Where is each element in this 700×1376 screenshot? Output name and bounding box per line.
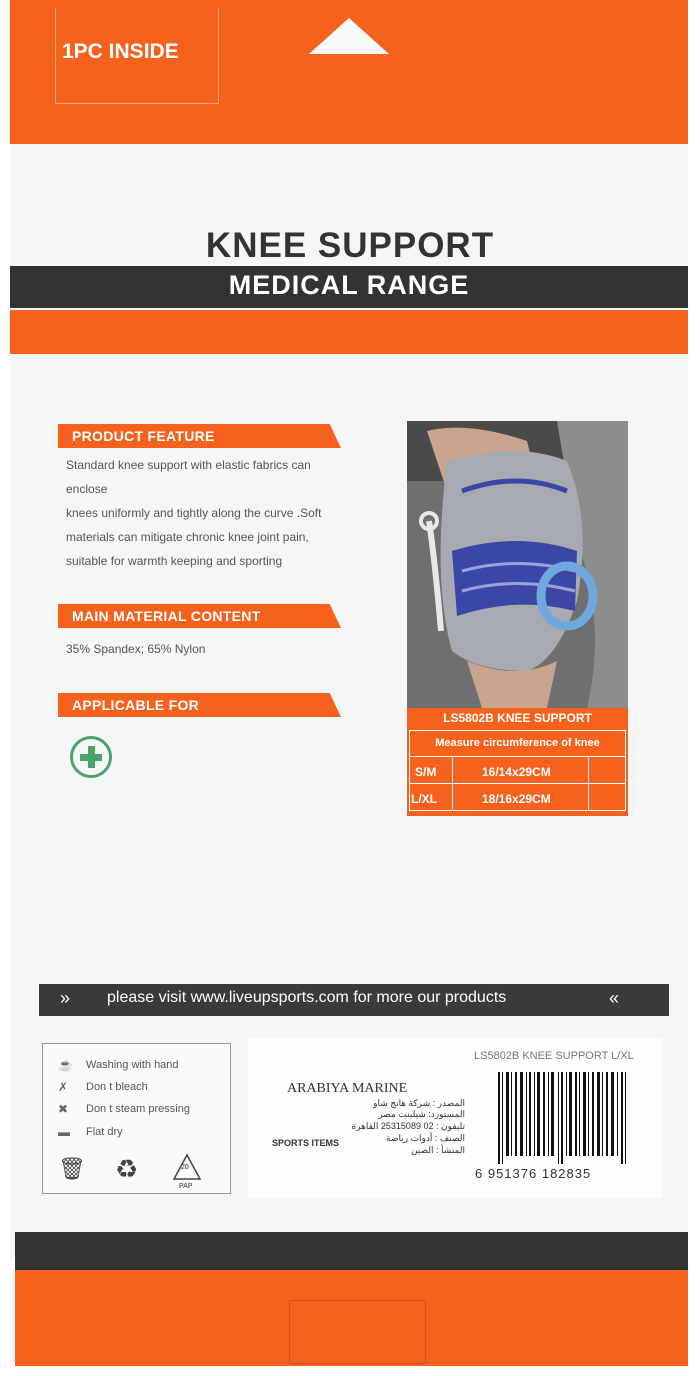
- product-photo: [407, 421, 628, 708]
- care-item: Washing with hand: [86, 1059, 179, 1071]
- care-item: Don t bleach: [86, 1081, 148, 1093]
- care-item: Flat dry: [86, 1126, 123, 1138]
- page-subtitle: MEDICAL RANGE: [228, 270, 470, 300]
- sku-line: LS5802B KNEE SUPPORT L/XL: [474, 1050, 634, 1062]
- size-divider: [588, 784, 589, 811]
- arabic-line: المستورد: شيلينت مصر: [378, 1109, 465, 1119]
- size-value: 18/16x29CM: [482, 792, 551, 806]
- hand-wash-icon: ☕: [58, 1058, 73, 1072]
- hang-hole: [309, 18, 389, 54]
- recycle-icon: ♻: [115, 1154, 139, 1184]
- size-label: L/XL: [411, 792, 437, 806]
- material-text: 35% Spandex; 65% Nylon: [66, 642, 206, 656]
- feature-line: materials can mitigate chronic knee joint pain,: [66, 530, 309, 544]
- arabic-line: المصدر : شركة هانج شاو: [373, 1098, 465, 1108]
- arabic-line: المنشأ : الصين: [410, 1145, 465, 1155]
- feature-line: knees uniformly and tightly along the curve .Soft: [66, 506, 322, 520]
- chevrons-left-icon: «: [609, 988, 620, 1008]
- knee-brace-illustration: [407, 421, 628, 708]
- applicable-heading: APPLICABLE FOR: [72, 697, 200, 713]
- medical-cross-icon: [70, 736, 112, 778]
- size-divider: [588, 757, 589, 784]
- bottom-dark-stripe: [15, 1232, 688, 1270]
- size-table-title: LS5802B KNEE SUPPORT: [443, 711, 592, 725]
- feature-heading: PRODUCT FEATURE: [72, 428, 215, 444]
- sports-items: SPORTS ITEMS: [272, 1138, 340, 1148]
- visit-text: please visit www.liveupsports.com for more our products: [107, 989, 507, 1006]
- arabic-line: تليفون : 02 25315089 القاهرة: [351, 1121, 465, 1131]
- orange-stripe: [10, 310, 688, 354]
- no-steam-icon: ✖: [58, 1102, 69, 1116]
- flat-dry-icon: ▬: [58, 1125, 70, 1139]
- size-label: S/M: [415, 765, 437, 779]
- trash-bin-icon: 🗑: [58, 1156, 86, 1181]
- inside-label: 1PC INSIDE: [62, 40, 179, 63]
- material-heading: MAIN MATERIAL CONTENT: [72, 608, 261, 624]
- feature-line: enclose: [66, 482, 108, 496]
- recycle-label: PAP: [179, 1183, 193, 1190]
- bottom-tab: [289, 1300, 426, 1364]
- recycle-code: 20: [181, 1164, 189, 1171]
- chevrons-right-icon: »: [60, 988, 71, 1008]
- barcode: [498, 1072, 628, 1164]
- size-value: 16/14x29CM: [482, 765, 551, 779]
- feature-line: suitable for warmth keeping and sporting: [66, 554, 283, 568]
- no-bleach-icon: ✗: [58, 1080, 69, 1094]
- company-name: ARABIYA MARINE: [287, 1081, 408, 1096]
- feature-text: [66, 453, 366, 573]
- size-divider: [452, 757, 453, 784]
- size-table-subtitle: Measure circumference of knee: [435, 737, 600, 749]
- size-divider: [452, 784, 453, 811]
- care-item: Don t steam pressing: [86, 1103, 190, 1115]
- arabic-line: الصنف : أدوات رياضة: [386, 1133, 465, 1143]
- barcode-number: 6 951376 182835: [475, 1166, 592, 1181]
- page-title: KNEE SUPPORT: [205, 226, 495, 265]
- feature-line: Standard knee support with elastic fabrics can: [66, 458, 311, 472]
